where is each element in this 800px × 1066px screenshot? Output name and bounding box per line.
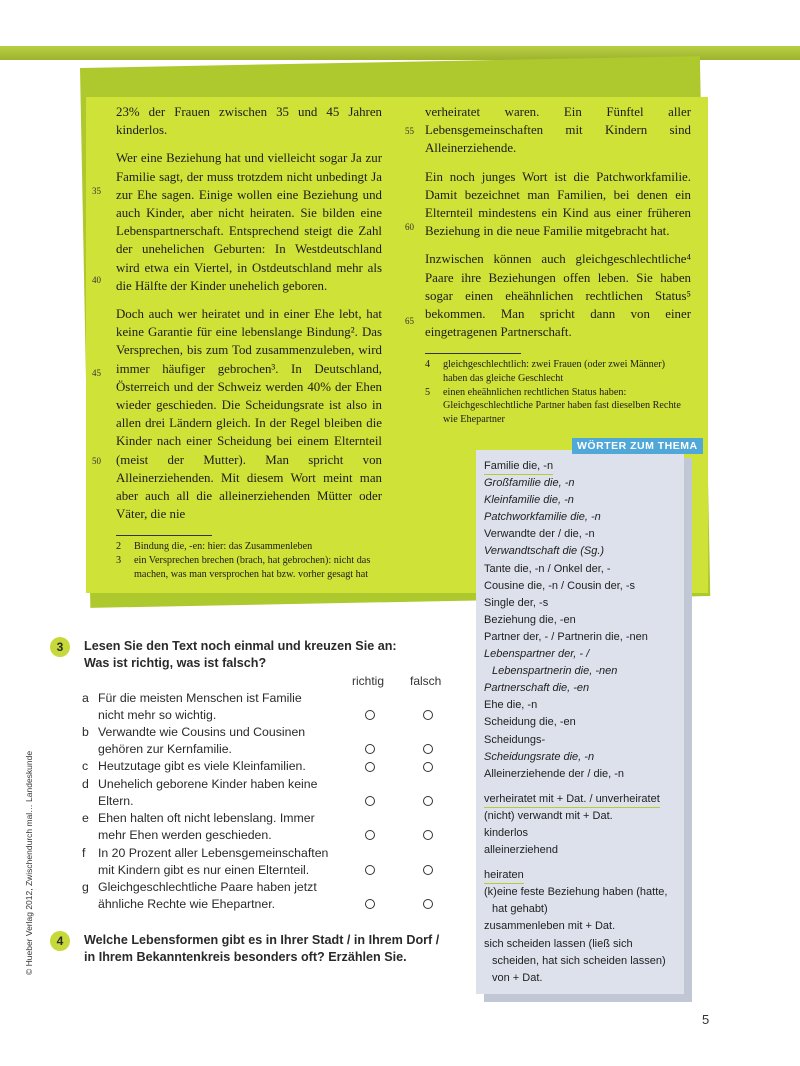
vocab-item: Ehe die, -n: [484, 699, 538, 712]
paragraph: 23% der Frauen zwischen 35 und 45 Jahren kinderlos.: [116, 105, 382, 138]
vocab-item: Scheidungs-: [484, 733, 546, 746]
radio-richtig-c[interactable]: [365, 762, 375, 772]
vocab-item: Cousine die, -n / Cousin der, -s: [484, 579, 636, 592]
wordbox-list: [484, 458, 684, 987]
paragraph: Wer eine Beziehung hat und vielleicht sogar Ja zur Familie sagt, der muss trotzdem nicht unbedingt Ja zur Ehe sagen. Einige wollen eine Beziehung und auch Kinder, aber nicht heiraten. Sie bilden eine Lebenspartnerschaft. Entsprechend steigt die Zahl der unehelichen Geburten: In Westdeutschland wird etwa ein Viertel, in Ostdeutschland mehr als die Hälfte der Kinder unehelich geboren.: [116, 151, 382, 293]
radio-falsch-d[interactable]: [423, 796, 433, 806]
vocab-item: Verwandte der / die, -n: [484, 528, 595, 541]
paragraph: Doch auch wer heiratet und in einer Ehe lebt, hat keine Garantie für eine lebenslange Bindung². Das Versprechen, bis zum Tod zusammenzuleben, wird immer häufiger gebrochen³. In Deutschland, Österreich und der Schweiz werden 40% der Ehen wieder geschieden. Die Scheidungsrate ist also in allen drei Ländern gleich. In der Regel bleiben die Kinder nach einer Scheidung bei einem Elternteil (meist der Mutter). Man spricht von Alleinerziehenden. Mit diesem Wort meint man aber auch all die alleinerziehenden Mütter oder Väter, die nie: [116, 307, 382, 522]
paragraph: verheiratet waren. Ein Fünftel aller Lebensgemeinschaften mit Kindern sind Alleinerziehende.: [425, 105, 691, 156]
copyright-note: © Hueber Verlag 2012, Zwischendurch mal… Landeskunde: [24, 750, 34, 975]
radio-richtig-d[interactable]: [365, 796, 375, 806]
footnote: 4 gleichgeschlechtlich: zwei Frauen (oder zwei Männer) haben das gleiche Geschlecht: [425, 359, 666, 385]
vocab-item: Großfamilie die, -n: [484, 477, 575, 490]
vocab-item: Scheidung die, -en: [484, 716, 576, 729]
reading-column-left: [116, 103, 382, 581]
vocab-item: Lebenspartnerin die, -nen: [492, 665, 618, 678]
radio-falsch-c[interactable]: [423, 762, 433, 772]
vocab-item: Verwandtschaft die (Sg.): [484, 545, 605, 558]
line-number: 65: [405, 316, 414, 326]
radio-richtig-g[interactable]: [365, 899, 375, 909]
radio-falsch-f[interactable]: [423, 865, 433, 875]
wordbox-title: WÖRTER ZUM THEMA: [572, 438, 703, 454]
vocab-item: verheiratet mit + Dat. / unverheiratet: [484, 792, 660, 808]
exercise-number: 4: [50, 931, 70, 951]
radio-falsch-g[interactable]: [423, 899, 433, 909]
column-header-richtig: richtig: [352, 674, 385, 688]
footnote: 2 Bindung die, -en: hier: das Zusammenleben: [116, 541, 313, 553]
exercise-title: Welche Lebensformen gibt es in Ihrer Stadt / in Ihrem Dorf / in Ihrem Bekanntenkreis besonders oft? Erzählen Sie.: [84, 933, 440, 964]
vocab-item: Lebenspartner der, - /: [484, 648, 590, 661]
page-number: 5: [702, 1012, 710, 1027]
vocab-item: Tante die, -n / Onkel der, -: [484, 562, 611, 575]
column-header-falsch: falsch: [410, 674, 442, 688]
vocab-item: zusammenleben mit + Dat.: [484, 920, 616, 933]
vocab-item: heiraten: [484, 868, 524, 884]
radio-falsch-b[interactable]: [423, 744, 433, 754]
reading-column-right: [425, 103, 691, 426]
radio-richtig-a[interactable]: [365, 710, 375, 720]
vocab-item: Single der, -s: [484, 596, 549, 609]
exercise-title: Lesen Sie den Text noch einmal und kreuzen Sie an: Was ist richtig, was ist falsch?: [84, 639, 397, 670]
line-number: 50: [92, 456, 101, 466]
vocab-item: hat gehabt): [492, 903, 548, 916]
vocab-item: (k)eine feste Beziehung haben (hatte,: [484, 886, 668, 899]
line-number: 45: [92, 368, 101, 378]
vocab-item: Beziehung die, -en: [484, 613, 576, 626]
radio-falsch-a[interactable]: [423, 710, 433, 720]
footnote: 5 einen eheähnlichen rechtlichen Status haben: Gleichgeschlechtliche Partner haben fast dieselben Rechte wie Ehepartner: [425, 386, 681, 425]
line-number: 60: [405, 222, 414, 232]
vocab-item: Familie die, -n: [484, 459, 553, 475]
vocab-item: Partnerschaft die, -en: [484, 682, 590, 695]
vocab-item: Alleinerziehende der / die, -n: [484, 767, 625, 780]
vocab-item: Scheidungsrate die, -n: [484, 750, 595, 763]
footnote: 3 ein Versprechen brechen (brach, hat gebrochen): nicht das machen, was man versprochen hat bzw. vorher gesagt hat: [116, 555, 371, 580]
radio-richtig-b[interactable]: [365, 744, 375, 754]
exercise-number: 3: [50, 637, 70, 657]
vocab-item: (nicht) verwandt mit + Dat.: [484, 809, 613, 822]
radio-richtig-f[interactable]: [365, 865, 375, 875]
vocab-item: Kleinfamilie die, -n: [484, 494, 574, 507]
vocab-item: scheiden, hat sich scheiden lassen): [492, 954, 666, 967]
vocab-item: von + Dat.: [492, 971, 543, 984]
vocab-item: kinderlos: [484, 826, 529, 839]
vocab-item: alleinerziehend: [484, 844, 558, 857]
radio-falsch-e[interactable]: [423, 830, 433, 840]
line-number: 35: [92, 186, 101, 196]
vocab-item: Patchworkfamilie die, -n: [484, 511, 601, 524]
paragraph: Inzwischen können auch gleichgeschlechtliche⁴ Paare ihre Beziehungen offen leben. Sie haben sogar einen eheähnlichen rechtlichen Status⁵ bekommen. Man spricht dann von einer eingetragenen Partnerschaft.: [425, 252, 691, 340]
line-number: 55: [405, 126, 414, 136]
line-number: 40: [92, 275, 101, 285]
paragraph: Ein noch junges Wort ist die Patchworkfamilie. Damit bezeichnet man Familien, bei denen ein Elternteil mindestens ein Kind aus einer früheren Beziehung in die neue Familie mitgebracht hat.: [425, 169, 691, 239]
vocab-item: Partner der, - / Partnerin die, -nen: [484, 630, 648, 643]
radio-richtig-e[interactable]: [365, 830, 375, 840]
vocab-item: sich scheiden lassen (ließ sich: [484, 937, 633, 950]
